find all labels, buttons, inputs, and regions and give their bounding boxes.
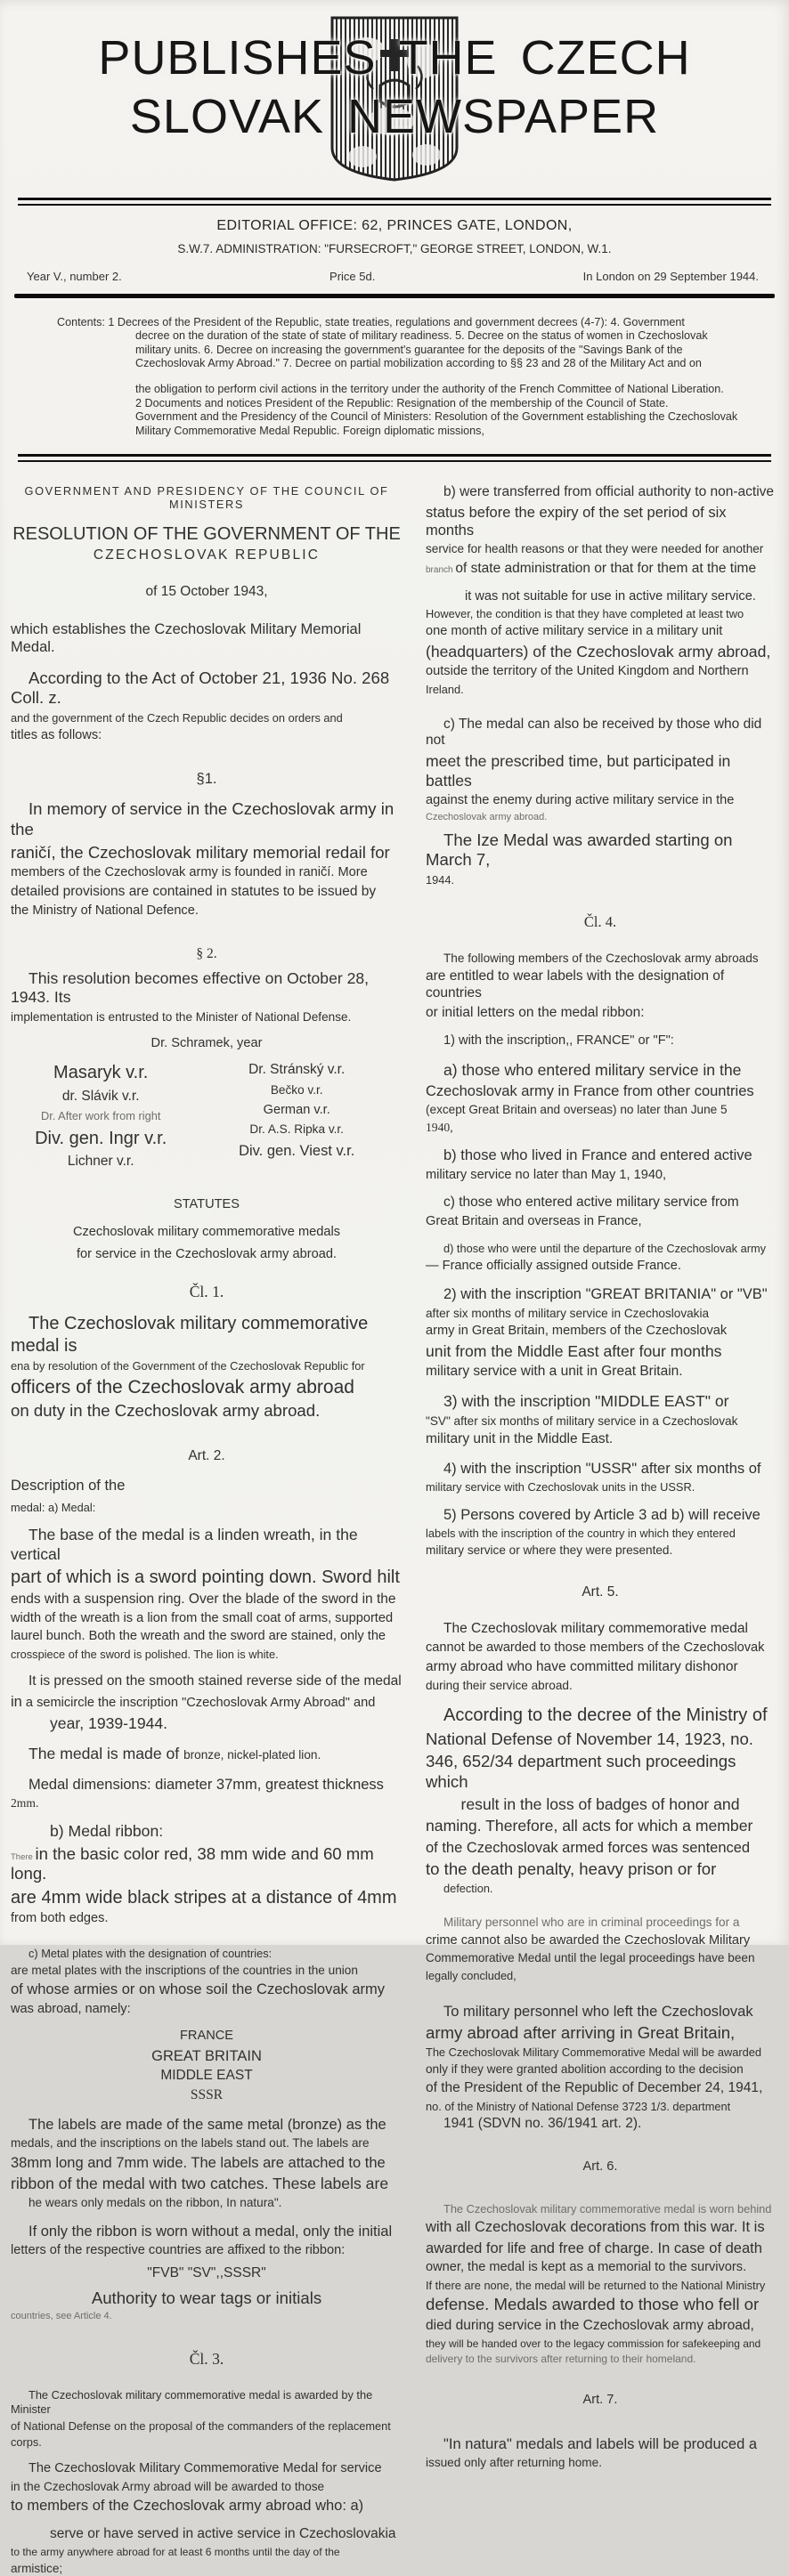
text-line: 2 Documents and notices President of the Republic: Resignation of the membership of the Council of State. bbox=[135, 396, 669, 409]
text-line: of the Czechoslovak armed forces was sentenced bbox=[426, 1839, 751, 1856]
body-columns bbox=[11, 482, 775, 2576]
text-line: in a semicircle the inscription "Czechoslovak Army Abroad" and bbox=[11, 1693, 376, 1710]
text-line: MIDDLE EAST bbox=[160, 2068, 253, 2084]
text-line: issued only after returning home. bbox=[426, 2455, 602, 2469]
text-line: are metal plates with the inscriptions of the countries in the union bbox=[11, 1963, 358, 1977]
right-column bbox=[426, 482, 775, 2576]
text-line: "In natura" medals and labels will be produced a bbox=[443, 2435, 758, 2452]
text-line: The Czechoslovak Military Commemorative Medal for service bbox=[28, 2460, 382, 2475]
text-line: The Ize Medal was awarded starting on March 7, bbox=[426, 830, 733, 870]
text-line: According to the decree of the Ministry of bbox=[443, 1705, 768, 1726]
text-line: Dr. After work from right bbox=[40, 1109, 161, 1123]
text-line: part of which is a sword pointing down. Sword hilt bbox=[11, 1567, 400, 1588]
double-rule-top bbox=[18, 198, 771, 206]
text-line: It is pressed on the smooth stained reverse side of the medal bbox=[28, 1673, 402, 1689]
text-line: The Czechoslovak military commemorative medal is bbox=[11, 1314, 369, 1356]
text-line: 2mm. bbox=[11, 1795, 39, 1810]
text-line: Ireland. bbox=[426, 682, 464, 696]
text-line: implementation is entrusted to the Minister of National Defense. bbox=[11, 1009, 352, 1024]
text-line: corps. bbox=[11, 2435, 42, 2450]
text-line: The Czechoslovak military commemorative medal is awarded by the Minister bbox=[11, 2388, 373, 2416]
text-line: GOVERNMENT AND PRESIDENCY OF THE COUNCIL OF MINISTERS bbox=[24, 483, 389, 512]
text-line: Military Commemorative Medal Republic. Foreign diplomatic missions, bbox=[135, 424, 484, 437]
text-line: 5) Persons covered by Article 3 ad b) will receive bbox=[443, 1506, 761, 1523]
signatures-right bbox=[191, 1057, 403, 1171]
text-line: the Ministry of National Defence. bbox=[11, 903, 199, 919]
text-line: laurel bunch. Both the wreath and the sword are stained, only the bbox=[11, 1629, 386, 1644]
text-line: they will be handed over to the legacy commission for safekeeping and bbox=[426, 2337, 761, 2350]
text-line: or initial letters on the medal ribbon: bbox=[426, 1004, 645, 1020]
text-line: with all Czechoslovak decorations from this war. It is bbox=[426, 2219, 765, 2236]
text-line: labels with the inscription of the country in which they entered bbox=[426, 1527, 736, 1541]
administration-line: S.W.7. ADMINISTRATION: "FURSECROFT," GEORGE STREET, LONDON, W.1. bbox=[177, 242, 612, 255]
text-line: 1) with the inscription,, FRANCE" or "F": bbox=[443, 1033, 674, 1048]
text-line: of the President of the Republic of December 24, 1941, bbox=[426, 2079, 763, 2095]
text-line: If there are none, the medal will be returned to the National Ministry bbox=[426, 2278, 766, 2292]
text-line: 1944. bbox=[426, 872, 455, 887]
text-line: Great Britain and overseas in France, bbox=[426, 1214, 642, 1229]
text-line: crosspiece of the sword is polished. The lion is white. bbox=[11, 1648, 279, 1662]
text-line: medals, and the inscriptions on the labels stand out. The labels are bbox=[11, 2136, 370, 2151]
text-line: The following members of the Czechoslovak army abroads bbox=[443, 951, 759, 965]
text-line: Czechoslovak army abroad. bbox=[426, 812, 548, 823]
text-line: branch of state administration or that for them at the time bbox=[426, 560, 757, 576]
issue-number: Year V., number 2. bbox=[27, 270, 122, 283]
text-line: "SV" after six months of military service in a Czechoslovak bbox=[426, 1414, 738, 1428]
text-line: Bečko v.r. bbox=[270, 1083, 323, 1098]
text-line: FRANCE bbox=[180, 2029, 233, 2044]
text-line: unit from the Middle East after four months bbox=[426, 1341, 722, 1360]
text-line: § 2. bbox=[196, 945, 217, 961]
text-line: To military personnel who left the Czechoslovak bbox=[443, 2003, 753, 2020]
text-line: owner, the medal is kept as a memorial to the survivors. bbox=[426, 2259, 747, 2274]
text-line: Medal dimensions: diameter 37mm, greatest thickness bbox=[28, 1776, 384, 1793]
text-line: raničí, the Czechoslovak military memorial redail for bbox=[11, 842, 390, 862]
text-line: military unit in the Middle East. bbox=[426, 1431, 614, 1447]
contents-block bbox=[57, 316, 739, 438]
text-line: Div. gen. Ingr v.r. bbox=[35, 1129, 167, 1149]
text-line: delivery to the survivors after returning to their homeland. bbox=[426, 2353, 696, 2366]
text-line: letters of the respective countries are affixed to the ribbon: bbox=[11, 2243, 346, 2258]
text-line: naming. Therefore, all acts for which a member bbox=[426, 1817, 753, 1835]
text-line: status before the expiry of the set period of six months bbox=[426, 504, 727, 539]
text-line: c) those who entered active military service from bbox=[443, 1195, 739, 1211]
text-line: to members of the Czechoslovak army abroad who: a) bbox=[11, 2498, 364, 2515]
signatures-left bbox=[11, 1057, 191, 1171]
text-line: German v.r. bbox=[263, 1102, 330, 1117]
text-line: 4) with the inscription "USSR" after six months of bbox=[443, 1461, 761, 1478]
text-line: defense. Medals awarded to those who fell or bbox=[426, 2295, 760, 2314]
text-line: Military personnel who are in criminal proceedings for a bbox=[443, 1916, 740, 1930]
text-line: army in Great Britain, members of the Czechoslovak bbox=[426, 1324, 728, 1339]
left-column-part2 bbox=[11, 1197, 403, 2576]
text-line: GREAT BRITAIN bbox=[151, 2048, 262, 2065]
text-line: detailed provisions are contained in statutes to be issued by bbox=[11, 884, 377, 900]
text-line: 346, 652/34 department such proceedings which bbox=[426, 1752, 736, 1792]
text-line: 1940, bbox=[426, 1120, 453, 1134]
masthead-title-line2: SLOVAK NEWSPAPER bbox=[129, 90, 660, 143]
text-line: width of the wreath is a lion from the small coat of arms, supported bbox=[11, 1610, 394, 1625]
text-line: in the Czechoslovak Army abroad will be awarded to those bbox=[11, 2479, 325, 2493]
text-line: National Defense of November 14, 1923, no. bbox=[426, 1729, 753, 1748]
text-line: he wears only medals on the ribbon, In natura". bbox=[28, 2196, 282, 2210]
text-line: Description of the bbox=[11, 1477, 126, 1494]
text-line: dr. Slávik v.r. bbox=[61, 1088, 140, 1104]
text-line: Dr. Schramek, year bbox=[150, 1036, 263, 1051]
text-line: Art. 2. bbox=[188, 1447, 225, 1463]
text-line: SSSR bbox=[190, 2087, 224, 2103]
text-line: Čl. 1. bbox=[189, 1282, 224, 1300]
text-line: The Czechoslovak military commemorative medal is worn behind bbox=[443, 2201, 772, 2216]
text-line: army abroad after arriving in Great Britain, bbox=[426, 2022, 736, 2042]
text-line: RESOLUTION OF THE GOVERNMENT OF THE bbox=[12, 524, 401, 545]
text-line: of 15 October 1943, bbox=[145, 584, 268, 600]
text-line: — France officially assigned outside France. bbox=[426, 1258, 681, 1273]
text-line: countries, see Article 4. bbox=[11, 2311, 112, 2322]
text-line: military service or where they were presented. bbox=[426, 1543, 673, 1557]
text-line: on duty in the Czechoslovak army abroad. bbox=[11, 1401, 321, 1421]
text-line: STATUTES bbox=[173, 1197, 240, 1212]
text-line: 38mm long and 7mm wide. The labels are attached to the bbox=[11, 2154, 386, 2171]
masthead-title-line1: PUBLISHES THE CZECH bbox=[98, 31, 691, 85]
text-line: ribbon of the medal with two catches. These labels are bbox=[11, 2174, 389, 2192]
text-line: for service in the Czechoslovak army abroad. bbox=[76, 1246, 337, 1261]
text-line: the obligation to perform civil actions in the territory under the authority of the French Committee of National Liberation. bbox=[135, 383, 724, 396]
text-line: crime cannot also be awarded the Czechoslovak Military bbox=[426, 1932, 751, 1948]
text-line: was abroad, namely: bbox=[11, 2001, 131, 2016]
text-line: Art. 5. bbox=[582, 1584, 619, 1600]
text-line: If only the ribbon is worn without a medal, only the initial bbox=[28, 2223, 393, 2240]
text-line: and the government of the Czech Republic decides on orders and bbox=[11, 710, 343, 725]
text-line: The Czechoslovak Military Commemorative Medal will be awarded bbox=[426, 2045, 761, 2060]
text-line: Čl. 4. bbox=[583, 913, 617, 931]
text-line: This resolution becomes effective on October 28, 1943. Its bbox=[11, 968, 370, 1007]
text-line: Art. 7. bbox=[582, 2392, 618, 2407]
text-line: (except Great Britain and overseas) no later than June 5 bbox=[426, 1103, 728, 1117]
text-line: result in the loss of badges of honor and bbox=[460, 1794, 740, 1813]
text-line: military units. 6. Decree on increasing the government's guarantee for the deposits of the "Savings Bank of the bbox=[135, 343, 683, 356]
text-line: Čl. 3. bbox=[189, 2349, 224, 2368]
text-line: Government and the Presidency of the Council of Ministers: Resolution of the Government establishing the Czechoslovak bbox=[135, 410, 738, 424]
text-line: The base of the medal is a linden wreath, in the vertical bbox=[11, 1526, 358, 1563]
text-line: military service with a unit in Great Britain. bbox=[426, 1364, 683, 1380]
text-line: b) were transferred from official authority to non-active bbox=[443, 483, 775, 499]
text-line: during their service abroad. bbox=[426, 1678, 573, 1692]
text-line: In memory of service in the Czechoslovak army in the bbox=[11, 799, 394, 839]
double-rule-contents bbox=[18, 454, 771, 462]
text-line: c) The medal can also be received by those who did not bbox=[426, 716, 762, 749]
text-line: Authority to wear tags or initials bbox=[91, 2288, 322, 2307]
text-line: cannot be awarded to those members of the Czechoslovak bbox=[426, 1640, 765, 1656]
thick-rule bbox=[14, 294, 775, 298]
text-line: Czechoslovak army in France from other countries bbox=[426, 1083, 754, 1100]
text-line: The Czechoslovak military commemorative medal bbox=[443, 1621, 748, 1637]
text-line: medal: a) Medal: bbox=[11, 1500, 96, 1514]
text-line: However, the condition is that they have completed at least two bbox=[426, 607, 744, 621]
text-line: "FVB" "SV",,SSSR" bbox=[147, 2264, 266, 2280]
issue-info-row bbox=[27, 270, 759, 283]
text-line: only if they were granted abolition according to the decision bbox=[426, 2062, 744, 2077]
text-line: of National Defense on the proposal of the commanders of the replacement bbox=[11, 2418, 391, 2433]
text-line: to the army anywhere abroad for at least 6 months until the day of the bbox=[11, 2546, 340, 2559]
text-line: outside the territory of the United Kingdom and Northern bbox=[426, 664, 749, 679]
text-line: died during service in the Czechoslovak army abroad, bbox=[426, 2317, 754, 2333]
text-line: ena by resolution of the Government of the Czechoslovak Republic for bbox=[11, 1358, 365, 1373]
text-line: are entitled to wear labels with the designation of countries bbox=[426, 968, 725, 1001]
text-line: Art. 6. bbox=[582, 2159, 618, 2175]
text-line: 1941 (SDVN no. 36/1941 art. 2). bbox=[443, 2116, 642, 2132]
text-line: service for health reasons or that they were needed for another bbox=[426, 542, 764, 556]
text-line: Dr. A.S. Ripka v.r. bbox=[249, 1122, 344, 1137]
text-line: military service no later than May 1, 1940, bbox=[426, 1167, 667, 1182]
text-line: of whose armies or on whose soil the Czechoslovak army bbox=[11, 1981, 386, 1998]
left-column-part1 bbox=[11, 484, 403, 1052]
price: Price 5d. bbox=[329, 270, 376, 283]
dateline: In London on 29 September 1944. bbox=[582, 270, 759, 283]
text-line: it was not suitable for use in active military service. bbox=[465, 588, 756, 603]
text-line: 3) with the inscription "MIDDLE EAST" or bbox=[443, 1392, 729, 1411]
text-line: from both edges. bbox=[11, 1911, 109, 1926]
text-line: to the death penalty, heavy prison or for bbox=[426, 1859, 717, 1878]
text-line: 2) with the inscription "GREAT BRITANIA" or "VB" bbox=[443, 1286, 768, 1303]
masthead bbox=[0, 0, 789, 189]
text-line: a) those who entered military service in the bbox=[443, 1060, 742, 1079]
text-line: after six months of military service in Czechoslovakia bbox=[426, 1306, 710, 1320]
text-line: §1. bbox=[196, 771, 217, 788]
text-line: Dr. Stránský v.r. bbox=[248, 1062, 346, 1078]
text-line: b) those who lived in France and entered active bbox=[443, 1147, 752, 1164]
text-line: awarded for life and free of charge. In case of death bbox=[426, 2240, 762, 2256]
text-line: c) Metal plates with the designation of countries: bbox=[28, 1947, 272, 1961]
text-line: According to the Act of October 21, 1936 No. 268 Coll. z. bbox=[11, 668, 390, 708]
text-line: Czechoslovak Army Abroad." 7. Decree on partial mobilization according to §§ 23 and 28 of the Military Act and on bbox=[135, 357, 702, 370]
text-line: Masaryk v.r. bbox=[53, 1063, 149, 1083]
left-column bbox=[11, 482, 403, 2576]
text-line: Div. gen. Viest v.r. bbox=[239, 1142, 355, 1159]
text-line: officers of the Czechoslovak army abroad bbox=[11, 1376, 354, 1397]
text-line: Lichner v.r. bbox=[67, 1154, 134, 1170]
text-line: are 4mm wide black stripes at a distance of 4mm bbox=[11, 1888, 397, 1908]
text-line: The medal is made of bronze, nickel-plated lion. bbox=[28, 1745, 321, 1763]
text-line: titles as follows: bbox=[11, 727, 102, 742]
text-line: which establishes the Czechoslovak Military Memorial Medal. bbox=[11, 621, 362, 656]
text-line: military service with Czechoslovak units in the USSR. bbox=[426, 1480, 695, 1495]
text-line: There in the basic color red, 38 mm wide and 60 mm long. bbox=[11, 1843, 374, 1883]
text-line: legally concluded, bbox=[426, 1969, 517, 1983]
text-line: ends with a suspension ring. Over the blade of the sword in the bbox=[11, 1591, 396, 1607]
text-line: The labels are made of the same metal (bronze) as the bbox=[28, 2117, 386, 2134]
text-line: no. of the Ministry of National Defense 3723 1/3. department bbox=[426, 2099, 731, 2113]
editorial-office-line: EDITORIAL OFFICE: 62, PRINCES GATE, LONDON, bbox=[216, 218, 573, 233]
text-line: d) those who were until the departure of the Czechoslovak army bbox=[443, 1242, 767, 1256]
text-line: decree on the duration of the state of state of military readiness. 5. Decree on the status of women in Czechoslovak bbox=[135, 329, 708, 343]
signature-block bbox=[11, 1057, 403, 1171]
text-line: b) Medal ribbon: bbox=[50, 1822, 164, 1841]
text-line: year, 1939-1944. bbox=[50, 1713, 168, 1732]
text-line: Contents: 1 Decrees of the President of the Republic, state treaties, regulations and government decrees (4-7): 4. Government bbox=[57, 316, 685, 328]
text-line: serve or have served in active service in Czechoslovakia bbox=[50, 2526, 396, 2542]
text-line: members of the Czechoslovak army is founded in raničí. More bbox=[11, 865, 368, 880]
text-line: defection. bbox=[443, 1882, 493, 1896]
text-line: armistice; bbox=[11, 2561, 63, 2575]
text-line: Commemorative Medal until the legal proceedings have been bbox=[426, 1951, 755, 1965]
text-line: army abroad who have committed military dishonor bbox=[426, 1658, 738, 1674]
text-line: against the enemy during active military service in the bbox=[426, 793, 735, 808]
text-line: CZECHOSLOVAK REPUBLIC bbox=[93, 547, 321, 563]
text-line: meet the prescribed time, but participated in battles bbox=[426, 752, 731, 790]
text-line: (headquarters) of the Czechoslovak army abroad, bbox=[426, 642, 771, 660]
text-line: one month of active military service in a military unit bbox=[426, 623, 723, 638]
text-line: Czechoslovak military commemorative medals bbox=[72, 1225, 341, 1240]
